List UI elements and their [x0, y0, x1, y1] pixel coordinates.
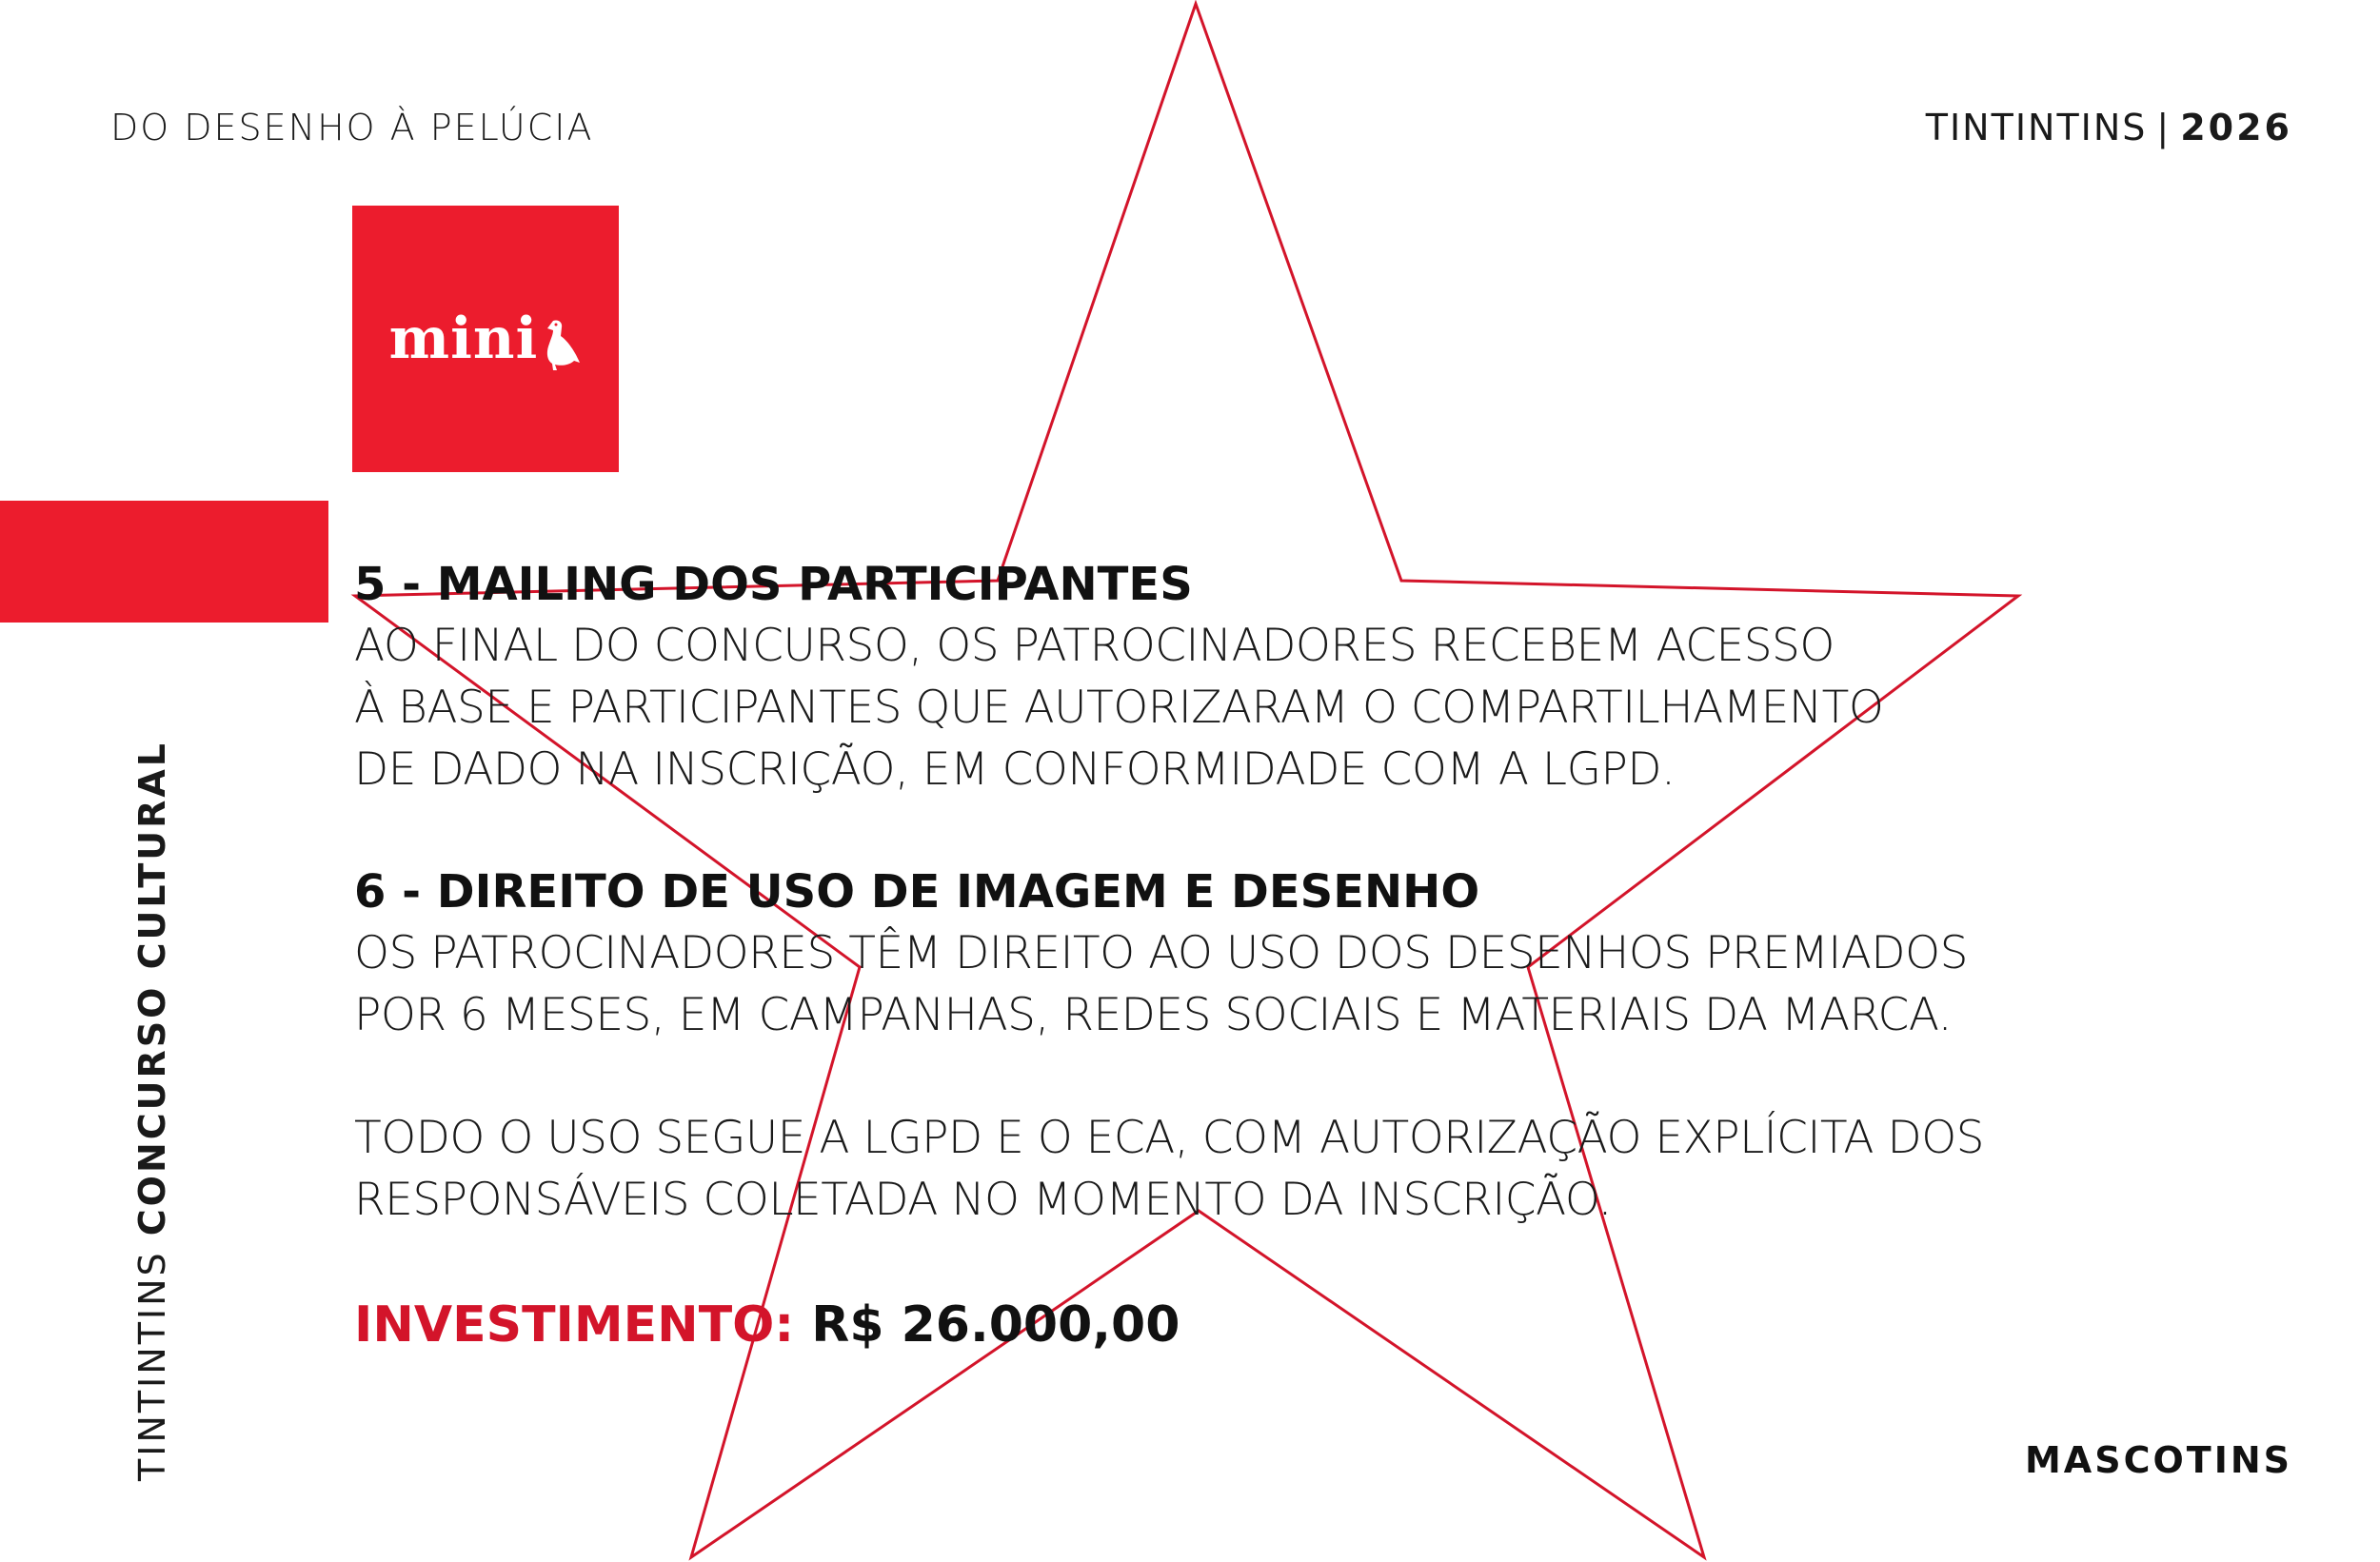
brand-name: TINTINTINS — [1925, 107, 2148, 148]
year: 2026 — [2180, 107, 2292, 148]
section-5-line: DE DADO NA INSCRIÇÃO, EM CONFORMIDADE COM A LGPD. — [354, 743, 1676, 796]
section-5-line: À BASE E PARTICIPANTES QUE AUTORIZARAM O COMPARTILHAMENTO — [354, 682, 1884, 734]
bird-icon — [542, 317, 582, 372]
investment-label: INVESTIMENTO: — [354, 1296, 795, 1354]
spacer — [354, 1046, 2211, 1107]
spacer — [354, 1231, 2211, 1292]
sidebar-prefix: TINTINTINS — [131, 1250, 173, 1481]
section-6-line: POR 6 MESES, EM CAMPANHAS, REDES SOCIAIS E MATERIAIS DA MARCA. — [354, 989, 1953, 1041]
tagline: DO DESENHO À PELÚCIA — [110, 107, 594, 148]
section-6-line: OS PATROCINADORES TÊM DIREITO AO USO DOS DESENHOS PREMIADOS — [354, 927, 1968, 979]
investment — [354, 1292, 2211, 1358]
investment-value: R$ 26.000,00 — [811, 1296, 1180, 1354]
section-6-note-line: TODO O USO SEGUE A LGPD E O ECA, COM AUTORIZAÇÃO EXPLÍCITA DOS — [354, 1112, 1985, 1164]
spacer — [354, 801, 2211, 861]
brand-year — [1926, 107, 2292, 148]
section-6-note-line: RESPONSÁVEIS COLETADA NO MOMENTO DA INSCRIÇÃO. — [354, 1174, 1612, 1226]
vertical-sidebar-title — [131, 741, 173, 1481]
red-accent-bar — [0, 501, 328, 623]
logo-wordmark — [389, 306, 583, 372]
section-5-heading: 5 - MAILING DOS PARTICIPANTES — [354, 558, 1193, 611]
sidebar-title: CONCURSO CULTURAL — [131, 741, 173, 1236]
main-content — [354, 554, 2211, 1358]
logo-text: mini — [388, 306, 539, 372]
brand-separator: | — [2156, 107, 2172, 148]
footer-brand: MASCOTINS — [2024, 1439, 2292, 1481]
section-6-heading: 6 - DIREITO DE USO DE IMAGEM E DESENHO — [354, 865, 1480, 919]
mini-logo — [352, 206, 619, 472]
section-5-line: AO FINAL DO CONCURSO, OS PATROCINADORES RECEBEM ACESSO — [354, 620, 1835, 672]
